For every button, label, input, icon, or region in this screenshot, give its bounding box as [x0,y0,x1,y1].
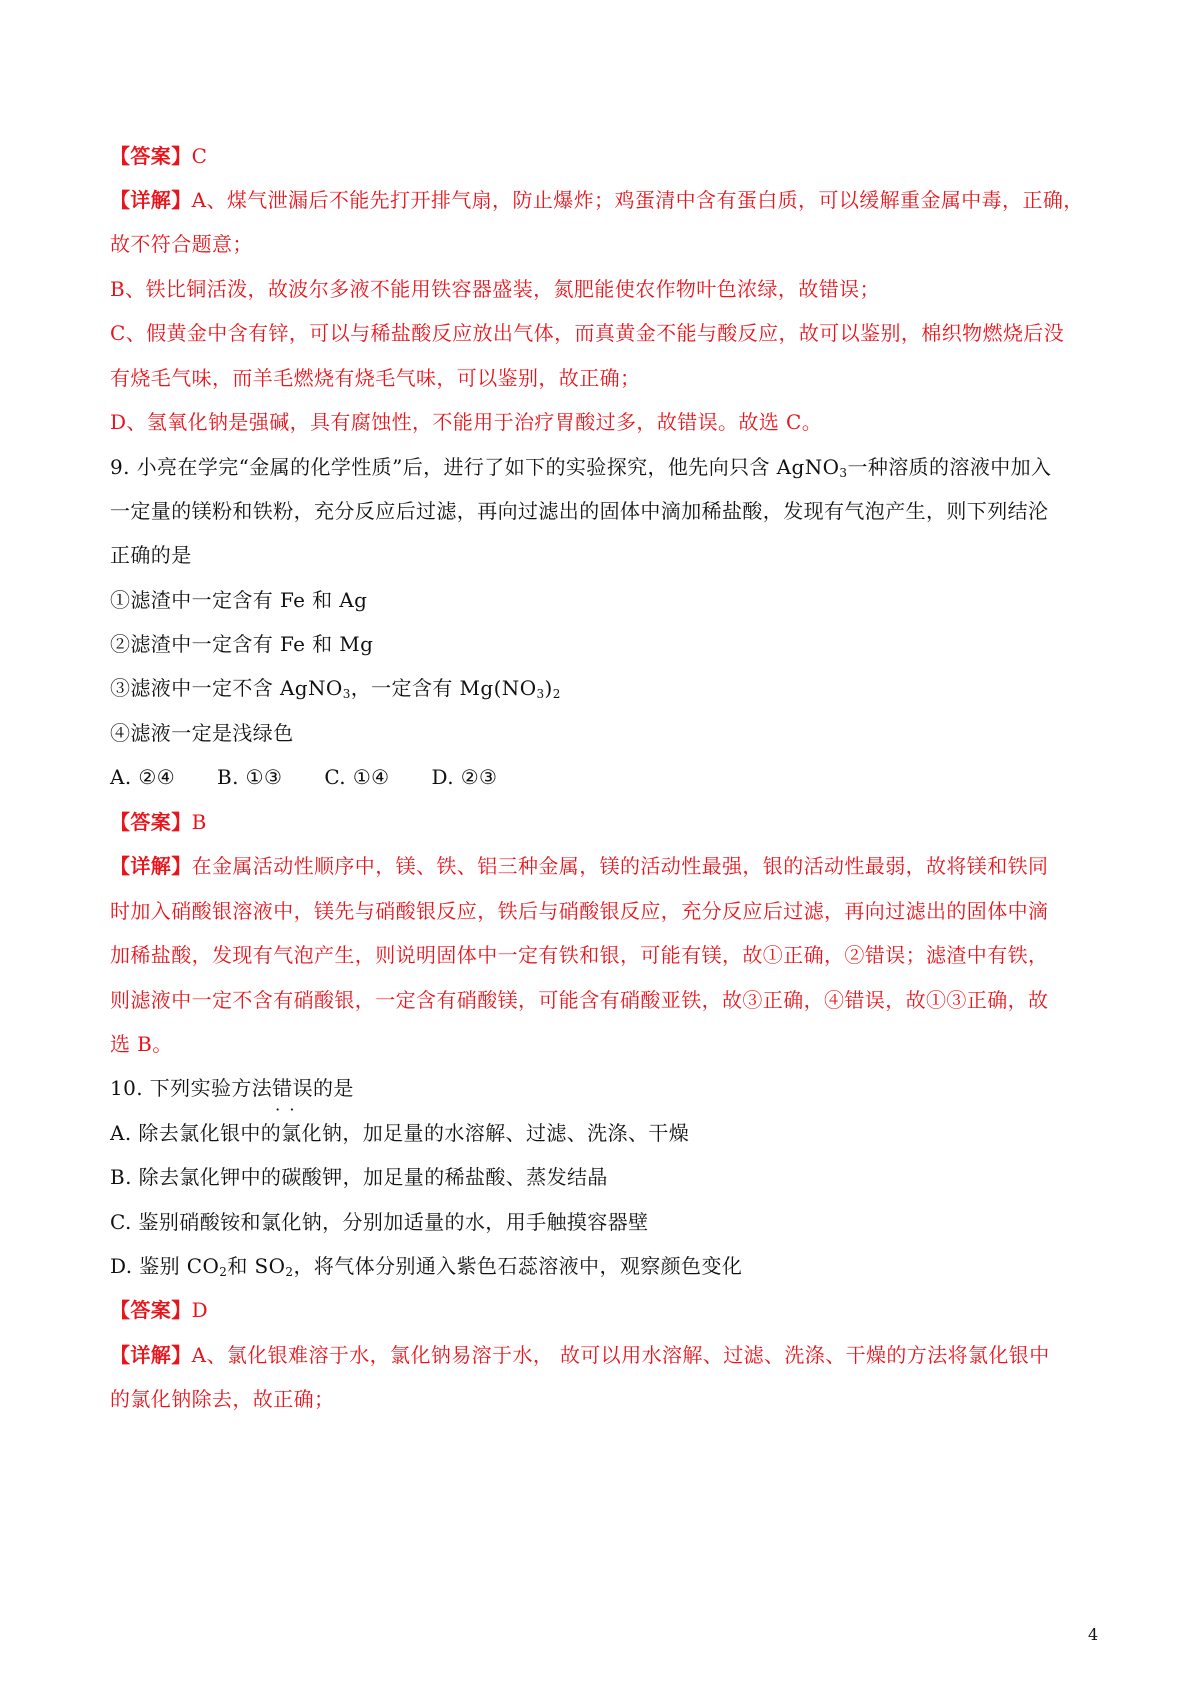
q9-item-1: ①滤渣中一定含有 Fe 和 Ag [110,588,368,612]
q8-detail-line-2: 故不符合题意； [110,232,253,256]
q9-detail-line-2: 时加入硝酸银溶液中，镁先与硝酸银反应，铁后与硝酸银反应，充分反应后过滤，再向过滤出的固体中滴 [110,899,1049,923]
q9-option-d: D. ②③ [431,765,498,789]
q8-detail-line-1: 【详解】A、煤气泄漏后不能先打开排气扇，防止爆炸；鸡蛋清中含有蛋白质，可以缓解重金属中毒，正确， [110,188,1084,212]
q8-detail-line-4: C、假黄金中含有锌，可以与稀盐酸反应放出气体，而真黄金不能与酸反应，故可以鉴别，棉织物燃烧后没 [110,321,1065,345]
q9-item-2: ②滤渣中一定含有 Fe 和 Mg [110,632,374,656]
q9-stem-line-2: 一定量的镁粉和铁粉，充分反应后过滤，再向过滤出的固体中滴加稀盐酸，发现有气泡产生，则下列结沦 [110,499,1049,523]
detail-tag: 【详解】 [110,1343,192,1367]
q10-detail-line-1: 【详解】A、氯化银难溶于水，氯化钠易溶于水， 故可以用水溶解、过滤、洗涤、干燥的方法将氯化银中 [110,1343,1050,1367]
q9-option-c: C. ①④ [324,765,390,789]
answer-value: C [191,144,208,168]
answer-tag: 【答案】 [110,144,192,168]
q9-detail-line-5: 选 B。 [110,1032,173,1056]
q9-answer [110,808,1110,836]
answer-tag: 【答案】 [110,1298,192,1322]
q8-detail-line-5: 有烧毛气味，而羊毛燃烧有烧毛气味，可以鉴别，故正确； [110,366,641,390]
q9-stem-line-3: 正确的是 [110,543,192,567]
q8-detail-line-6: D、氢氧化钠是强碱，具有腐蚀性，不能用于治疗胃酸过多，故错误。故选 C。 [110,410,823,434]
detail-tag: 【详解】 [110,188,192,212]
q9-item-4: ④滤液一定是浅绿色 [110,721,294,745]
q9-detail-line-1: 【详解】在金属活动性顺序中，镁、铁、铝三种金属，镁的活动性最强，银的活动性最弱，故将镁和铁同 [110,854,1049,878]
answer-value: D [191,1298,209,1322]
answer-tag: 【答案】 [110,810,192,834]
q9-item-3: ③滤液中一定不含 AgNO$_3$，一定含有 $Mg(NO_3)_2$ [110,676,561,701]
q9-detail-line-4: 则滤液中一定不含有硝酸银，一定含有硝酸镁，可能含有硝酸亚铁，故③正确，④错误，故①③正确，故 [110,988,1049,1012]
q9-option-b: B. ①③ [217,765,283,789]
q10-option-c: C. 鉴别硝酸铵和氯化钠，分别加适量的水，用手触摸容器壁 [110,1210,649,1234]
q8-detail-line-3: B、铁比铜活泼，故波尔多液不能用铁容器盛装，氮肥能使农作物叶色浓绿，故错误； [110,277,880,301]
q9-stem-line-1: 9. 小亮在学完“金属的化学性质”后，进行了如下的实验探究，他先向只含 AgNO$_3$一种溶质的溶液中加入 [110,455,1052,480]
q10-option-d: D. 鉴别 $CO_2$和 $SO_2$，将气体分别通入紫色石蕊溶液中，观察颜色变化 [110,1254,743,1279]
q10-detail-line-2: 的氯化钠除去，故正确； [110,1387,335,1411]
q9-detail-line-3: 加稀盐酸，发现有气泡产生，则说明固体中一定有铁和银，可能有镁，故①正确，②错误；滤渣中有铁， [110,943,1049,967]
emphasis-dots: 错误 · · [272,1074,313,1102]
q10-option-a: A. 除去氯化银中的氯化钠，加足量的水溶解、过滤、洗涤、干燥 [110,1121,690,1145]
answer-value: B [191,810,207,834]
page-number: 4 [1088,1625,1099,1644]
q9-options [110,763,1110,791]
q10-answer [110,1296,1110,1324]
q10-stem: 10. 下列实验方法错误 · ·的是 [110,1074,1110,1102]
q9-option-a: A. ②④ [110,765,176,789]
detail-tag: 【详解】 [110,854,192,878]
q10-option-b: B. 除去氯化钾中的碳酸钾，加足量的稀盐酸、蒸发结晶 [110,1165,608,1189]
q8-answer [110,142,1110,170]
